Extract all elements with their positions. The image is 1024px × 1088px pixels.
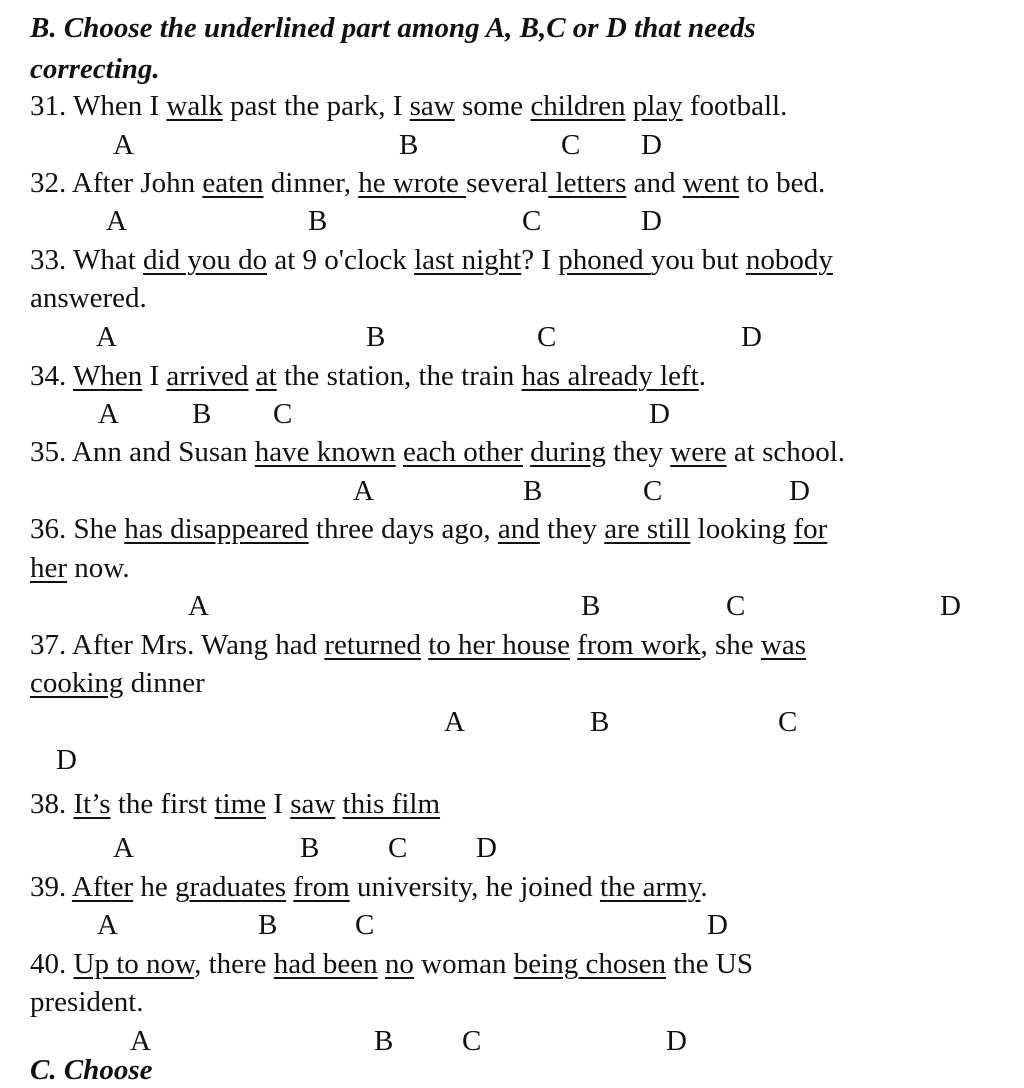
question-36-continued <box>30 550 130 586</box>
section-title-line-2: correcting. <box>30 53 160 85</box>
q37-option-c-text: from work <box>577 629 701 661</box>
q33-option-a-text: did you do <box>143 244 268 276</box>
q33-label-b: B <box>366 321 386 353</box>
q39-option-b-text: graduates <box>174 871 287 903</box>
q39-text: university, he joined <box>349 871 600 903</box>
q32-label-d: D <box>641 205 662 237</box>
q40-label-d: D <box>666 1025 687 1057</box>
q35-text: they <box>605 436 671 468</box>
q36-option-d-text-cont: her <box>30 552 68 584</box>
q33-text-line-2: answered. <box>30 282 147 314</box>
q34-option-c-text: at <box>255 360 277 392</box>
q37-label-c: C <box>778 706 798 738</box>
q32-label-b: B <box>308 205 328 237</box>
q31-text: 31. When I <box>30 90 167 122</box>
q40-text: woman <box>413 948 514 980</box>
q33-text: you but <box>650 244 746 276</box>
q39-text: . <box>700 871 708 903</box>
q33-option-d-text: nobody <box>745 244 833 276</box>
question-37-continued <box>30 665 205 701</box>
q36-option-b-text: and <box>497 513 540 545</box>
q33-label-a: A <box>96 321 117 353</box>
q39-label-d: D <box>707 909 728 941</box>
q38-text: I <box>266 788 291 820</box>
q36-label-a: A <box>188 590 209 622</box>
q33-text: 33. What <box>30 244 144 276</box>
q34-label-a: A <box>98 398 119 430</box>
q39-text: 39. <box>30 871 72 903</box>
q34-text: I <box>142 360 167 392</box>
q31-text: some <box>454 90 531 122</box>
q39-option-c-text: from <box>293 871 350 903</box>
question-35 <box>30 434 845 470</box>
section-title-continued <box>30 51 160 87</box>
q34-label-b: B <box>192 398 212 430</box>
q35-label-c: C <box>643 475 663 507</box>
q34-text: . <box>698 360 706 392</box>
q37-option-d-text: was <box>760 629 806 661</box>
q37-text: 37. After Mrs. Wang had <box>30 629 325 661</box>
q31-label-d: D <box>641 129 662 161</box>
q36-option-a-text: has disappeared <box>124 513 309 545</box>
q35-text: at school. <box>726 436 846 468</box>
q40-text: 40. <box>30 948 74 980</box>
q38-label-d: D <box>476 832 497 864</box>
q32-text: to bed. <box>739 167 826 199</box>
q33-option-c-text: phoned <box>558 244 651 276</box>
q33-text: at 9 o'clock <box>267 244 415 276</box>
q39-option-d-text: the army <box>599 871 701 903</box>
q39-label-a: A <box>97 909 118 941</box>
q32-label-a: A <box>106 205 127 237</box>
q31-label-b: B <box>399 129 419 161</box>
question-36 <box>30 511 827 547</box>
question-33-continued <box>30 280 147 316</box>
question-40-continued <box>30 984 144 1020</box>
q35-label-a: A <box>353 475 374 507</box>
q32-option-a-text: eaten <box>202 167 264 199</box>
q32-label-c: C <box>522 205 542 237</box>
q40-label-b: B <box>374 1025 394 1057</box>
q35-option-d-text: were <box>670 436 727 468</box>
q38-label-b: B <box>300 832 320 864</box>
q38-option-c-text: saw <box>290 788 336 820</box>
q39-option-a-text: After <box>71 871 134 903</box>
q33-label-c: C <box>537 321 557 353</box>
q35-option-c-text: during <box>530 436 606 468</box>
q34-text <box>249 360 256 392</box>
q37-label-b: B <box>590 706 610 738</box>
q35-text <box>396 436 403 468</box>
q36-option-c-text: are still <box>604 513 691 545</box>
question-31 <box>30 88 787 124</box>
q40-text-line-2: president. <box>30 986 144 1018</box>
q35-option-a-text: have known <box>254 436 396 468</box>
q34-option-b-text: arrived <box>166 360 249 392</box>
q39-text: he <box>133 871 175 903</box>
q40-label-a: A <box>130 1025 151 1057</box>
q34-label-c: C <box>273 398 293 430</box>
q36-text: they <box>539 513 605 545</box>
question-33 <box>30 242 833 278</box>
q40-option-c-text: no <box>384 948 414 980</box>
q40-option-b-text: had been <box>273 948 378 980</box>
q36-label-b: B <box>581 590 601 622</box>
q38-text <box>335 788 342 820</box>
q36-text: three days ago, <box>308 513 498 545</box>
q32-option-d-text: went <box>682 167 740 199</box>
q36-text: now. <box>67 552 130 584</box>
question-32 <box>30 165 825 201</box>
q31-label-c: C <box>561 129 581 161</box>
q34-option-d-text: has already left <box>521 360 699 392</box>
q36-option-d-text: for <box>793 513 828 545</box>
q33-option-b-text: last night <box>414 244 522 276</box>
q40-label-c: C <box>462 1025 482 1057</box>
q37-label-a: A <box>444 706 465 738</box>
q36-text: looking <box>690 513 794 545</box>
q37-option-d-text-cont: cooking <box>30 667 124 699</box>
q38-label-a: A <box>113 832 134 864</box>
q31-option-c-text: children <box>530 90 626 122</box>
q32-text: dinner, <box>263 167 359 199</box>
q36-label-d: D <box>940 590 961 622</box>
q34-text: the station, the train <box>276 360 522 392</box>
q36-label-c: C <box>726 590 746 622</box>
q32-text: 32. After John <box>30 167 203 199</box>
q38-text: 38. <box>30 788 74 820</box>
q37-option-b-text: to her house <box>428 629 570 661</box>
q37-option-a-text: returned <box>324 629 421 661</box>
q32-text: several <box>466 167 549 199</box>
q31-text <box>625 90 632 122</box>
q40-text: the US <box>666 948 753 980</box>
question-37 <box>30 627 806 663</box>
q38-option-a-text: It’s <box>73 788 111 820</box>
q40-option-d-text: being chosen <box>513 948 666 980</box>
q35-text: 35. Ann and Susan <box>30 436 255 468</box>
q38-option-d-text: this film <box>342 788 441 820</box>
q31-text: football. <box>682 90 788 122</box>
q34-option-a-text: When <box>72 360 143 392</box>
q39-label-c: C <box>355 909 375 941</box>
q32-text: and <box>626 167 683 199</box>
q38-label-c: C <box>388 832 408 864</box>
q31-label-a: A <box>113 129 134 161</box>
next-section-title-cut-off: C. Choose <box>30 1054 153 1086</box>
q40-option-a-text: Up to now <box>73 948 195 980</box>
q31-text: past the park, I <box>222 90 410 122</box>
q32-option-c-text: letters <box>548 167 627 199</box>
q33-text: ? I <box>521 244 559 276</box>
question-39 <box>30 869 708 905</box>
q37-text: , she <box>700 629 761 661</box>
q37-label-d: D <box>56 744 77 776</box>
q35-label-d: D <box>789 475 810 507</box>
section-title <box>30 10 756 46</box>
q34-text: 34. <box>30 360 73 392</box>
q31-option-d-text: play <box>632 90 683 122</box>
q33-label-d: D <box>741 321 762 353</box>
q38-text: the first <box>110 788 215 820</box>
q35-label-b: B <box>523 475 543 507</box>
q34-label-d: D <box>649 398 670 430</box>
q39-label-b: B <box>258 909 278 941</box>
q35-option-b-text: each other <box>402 436 523 468</box>
question-40 <box>30 946 753 982</box>
section-title-line-1: B. Choose the underlined part among A, B,C or D that needs <box>30 12 756 44</box>
question-34 <box>30 358 706 394</box>
q31-option-b-text: saw <box>409 90 455 122</box>
q31-option-a-text: walk <box>166 90 223 122</box>
q40-text <box>378 948 385 980</box>
q38-option-b-text: time <box>214 788 267 820</box>
question-38 <box>30 786 440 822</box>
q32-option-b-text: he wrote <box>358 167 467 199</box>
q36-text: 36. She <box>30 513 125 545</box>
q40-text: , there <box>194 948 274 980</box>
q37-text: dinner <box>123 667 205 699</box>
